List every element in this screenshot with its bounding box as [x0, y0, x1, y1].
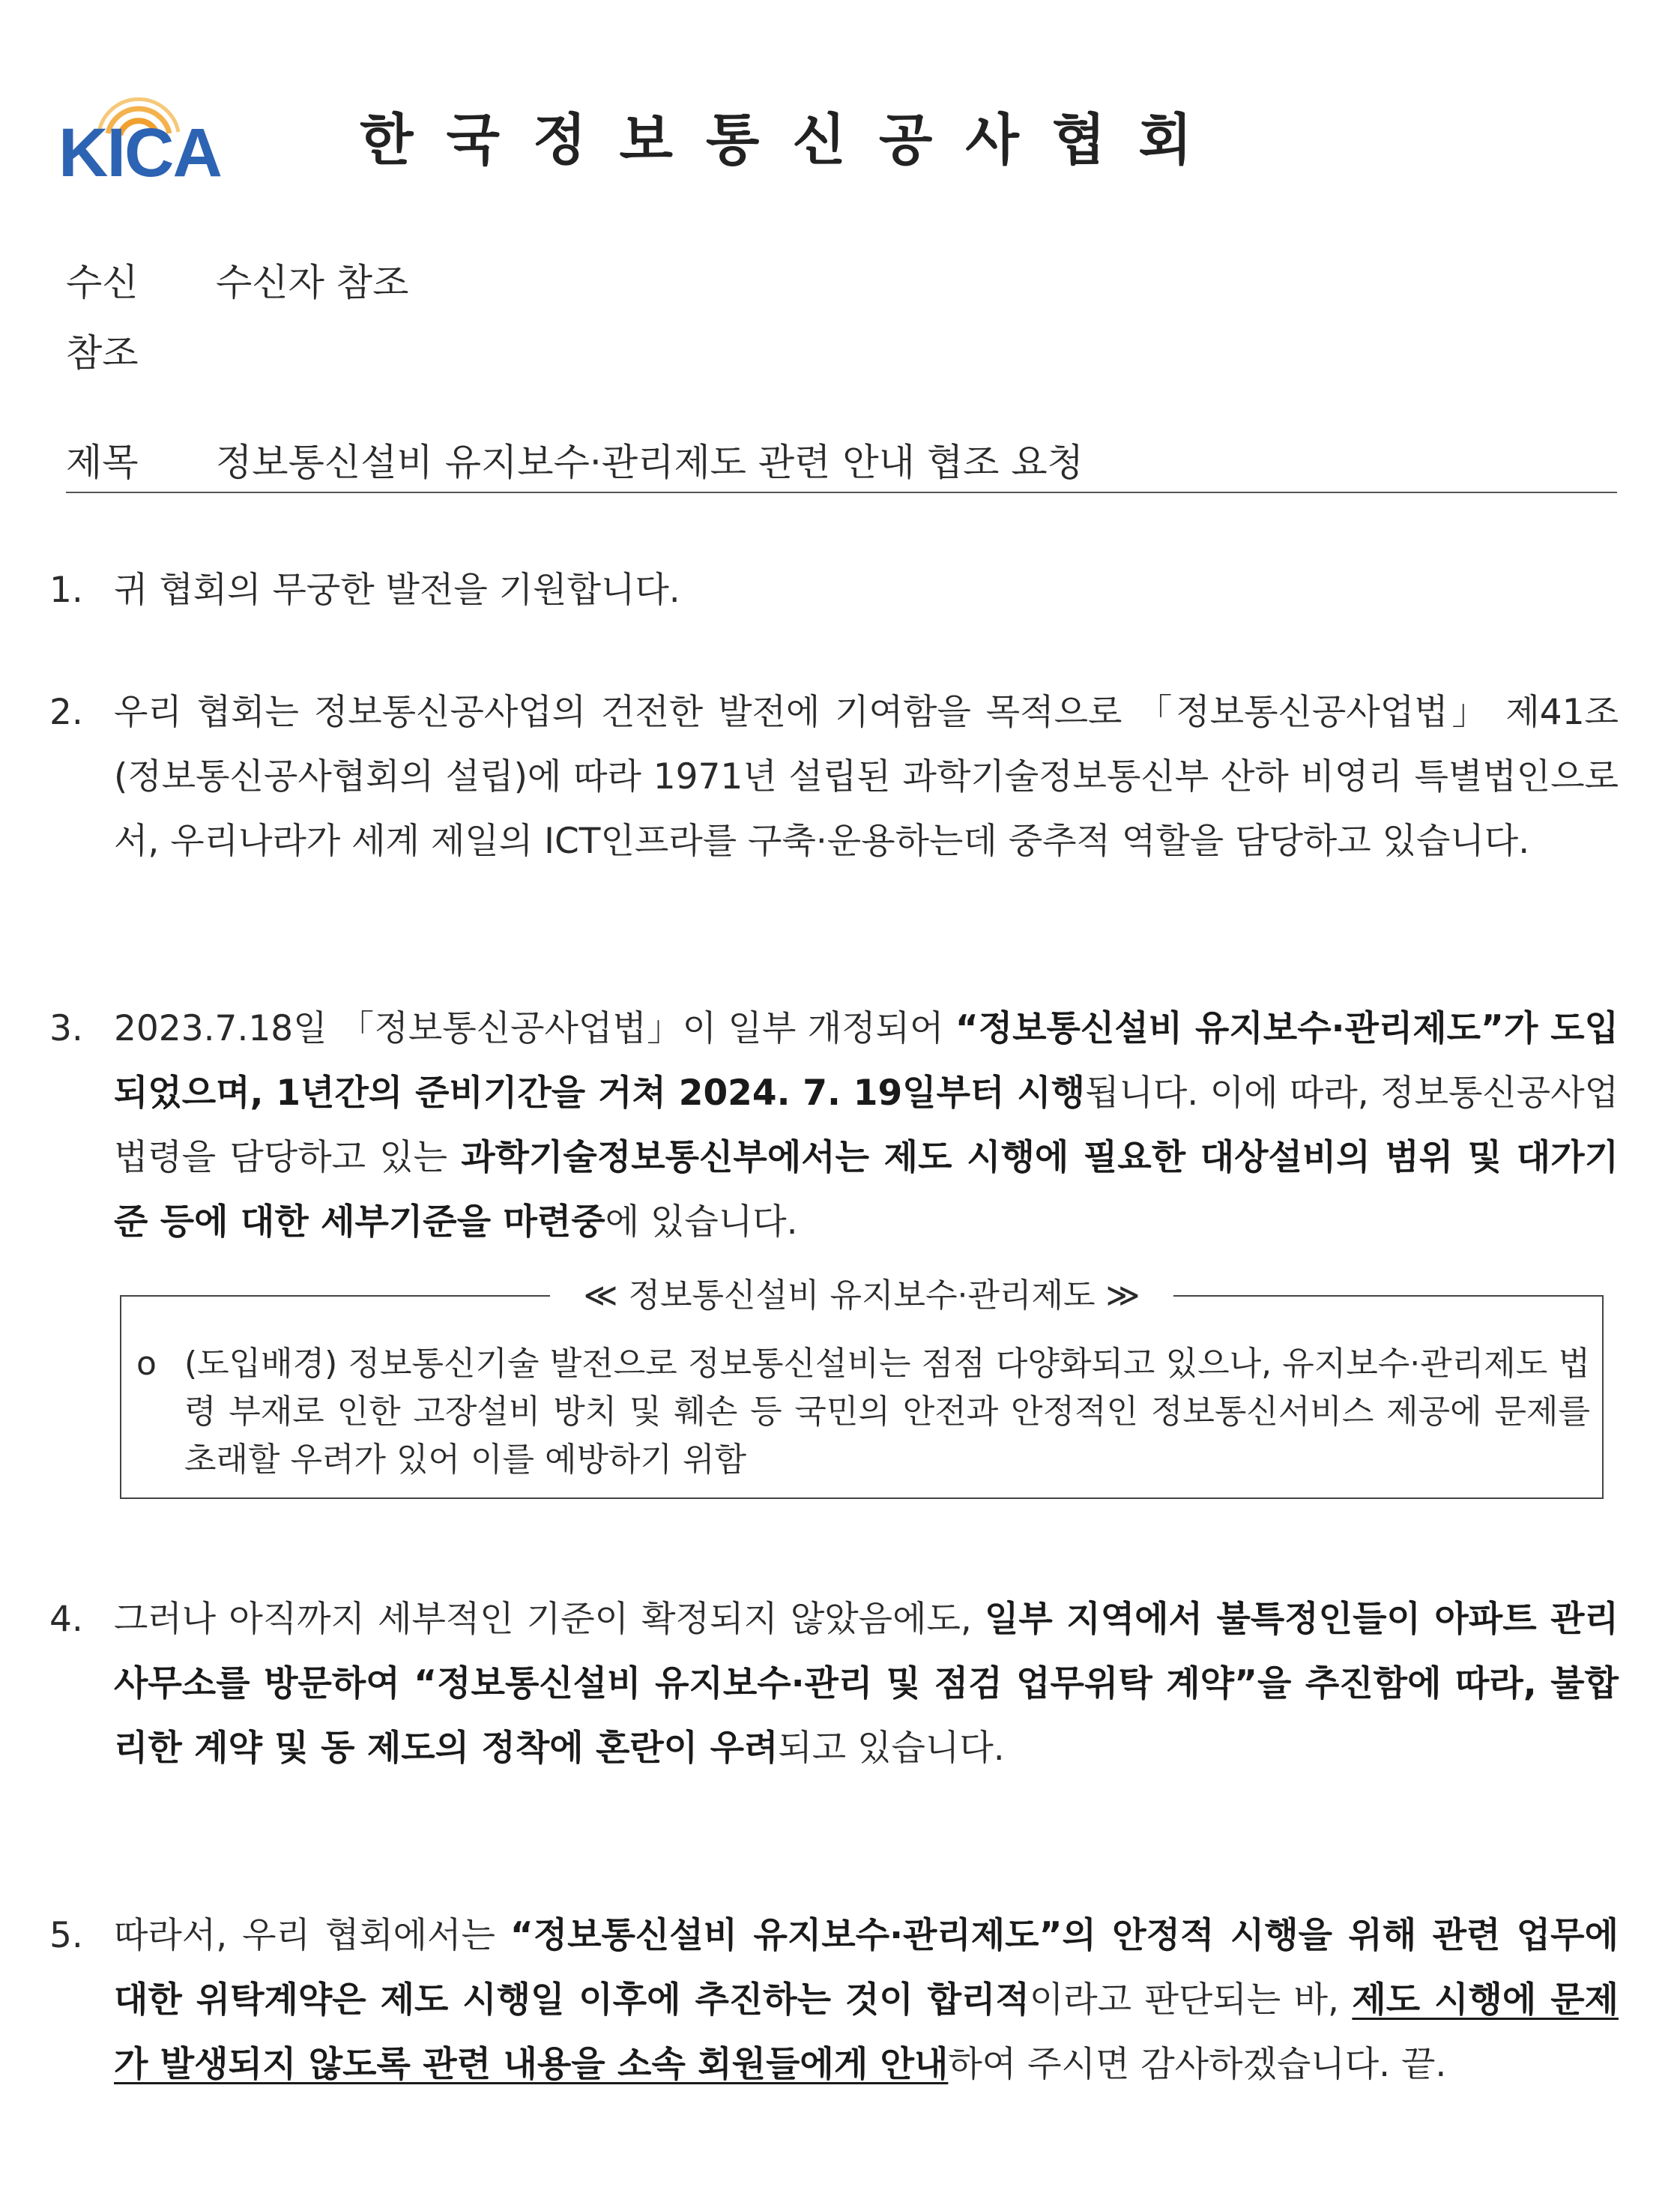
box-title-text: ≪ 정보통신설비 유지보수·관리제도 ≫ — [550, 1276, 1173, 1315]
paragraph-5 — [49, 1904, 1619, 2097]
paragraph-1 — [49, 558, 1619, 623]
paragraph-number: 3. — [49, 1008, 83, 1049]
organization-name: 한국정보통신공사협회 — [360, 108, 1225, 172]
paragraph-text — [114, 1904, 1619, 2097]
underlined-bold-text: 제도 시행에 문제가 발생되지 않도록 관련 내용을 소속 회원들에게 안내 — [114, 1979, 1619, 2085]
info-box — [120, 1276, 1604, 1499]
subject-line — [66, 441, 1084, 484]
bold-text: “정보통신설비 유지보수·관리제도”가 도입되었으며, 1년간의 준비기간을 거쳐 2024. 7. 19일부터 시행 — [114, 1008, 1619, 1114]
paragraph-text: 귀 협회의 무궁한 발전을 기원합니다. — [114, 570, 680, 611]
text-run: 하여 주시면 감사하겠습니다. 끝. — [948, 2044, 1447, 2085]
bullet-icon: o — [136, 1345, 157, 1383]
logo-text: KICA — [58, 115, 221, 191]
kica-logo — [58, 88, 246, 193]
text-run: 2023.7.18일 「정보통신공사업법」이 일부 개정되어 — [114, 1008, 955, 1049]
text-run: 그러나 아직까지 세부적인 기준이 확정되지 않았음에도, — [114, 1599, 985, 1640]
paragraph-2 — [49, 681, 1619, 874]
box-text: (도입배경) 정보통신기술 발전으로 정보통신설비는 점점 다양화되고 있으나, 유지보수·관리제도 법령 부재로 인한 고장설비 방치 및 훼손 등 국민의 안전과 안정적인 정보통신서비스 제공에 문제를 초래할 우려가 있어 이를 예방하기 위함 — [184, 1345, 1590, 1479]
reference-label: 참조 — [66, 331, 139, 375]
recipient-line — [66, 261, 409, 304]
paragraph-number: 1. — [49, 570, 83, 611]
text-run: 에 있습니다. — [605, 1201, 798, 1243]
bold-text: 일부 지역에서 불특정인들이 아파트 관리사무소를 방문하여 “정보통신설비 유지보수·관리 및 점검 업무위탁 계약”을 추진함에 따라, 불합리한 계약 및 동 제도의 정착에 혼란이 우려 — [114, 1599, 1619, 1769]
text-run: 됩니다. 이에 따라, 정보통신공사업법령을 담당하고 있는 — [114, 1073, 1619, 1178]
text-run: 되고 있습니다. — [778, 1728, 1005, 1769]
paragraph-number: 2. — [49, 692, 83, 733]
paragraph-3 — [49, 997, 1619, 1255]
paragraph-4 — [49, 1587, 1619, 1781]
recipient-label: 수신 — [66, 261, 139, 304]
paragraph-text: 우리 협회는 정보통신공사업의 건전한 발전에 기여함을 목적으로 「정보통신공사업법」 제41조(정보통신공사협회의 설립)에 따라 1971년 설립된 과학기술정보통신부 산하 비영리 특별법인으로서, 우리나라가 세계 제일의 ICT인프라를 구축·운용하는데 중추적 역할을 담당하고 있습니다. — [114, 692, 1619, 862]
paragraph-text — [114, 1587, 1619, 1781]
subject-divider — [66, 492, 1617, 493]
paragraph-text — [114, 997, 1619, 1255]
recipient-value: 수신자 참조 — [216, 261, 409, 304]
paragraph-number: 5. — [49, 1915, 83, 1956]
text-run: 따라서, 우리 협회에서는 — [114, 1915, 510, 1956]
bold-text: 과학기술정보통신부에서는 제도 시행에 필요한 대상설비의 범위 및 대가기준 등에 대한 세부기준을 마련중 — [114, 1137, 1619, 1243]
reference-line — [66, 331, 216, 375]
box-title — [121, 1271, 1602, 1321]
subject-label: 제목 — [66, 441, 139, 484]
subject-value: 정보통신설비 유지보수·관리제도 관련 안내 협조 요청 — [216, 441, 1084, 484]
text-run: 이라고 판단되는 바, — [1029, 1979, 1353, 2021]
paragraph-number: 4. — [49, 1599, 83, 1640]
box-body — [136, 1340, 1590, 1484]
bold-text: “정보통신설비 유지보수·관리제도”의 안정적 시행을 위해 관련 업무에 대한 위탁계약은 제도 시행일 이후에 추진하는 것이 합리적 — [114, 1915, 1619, 2021]
